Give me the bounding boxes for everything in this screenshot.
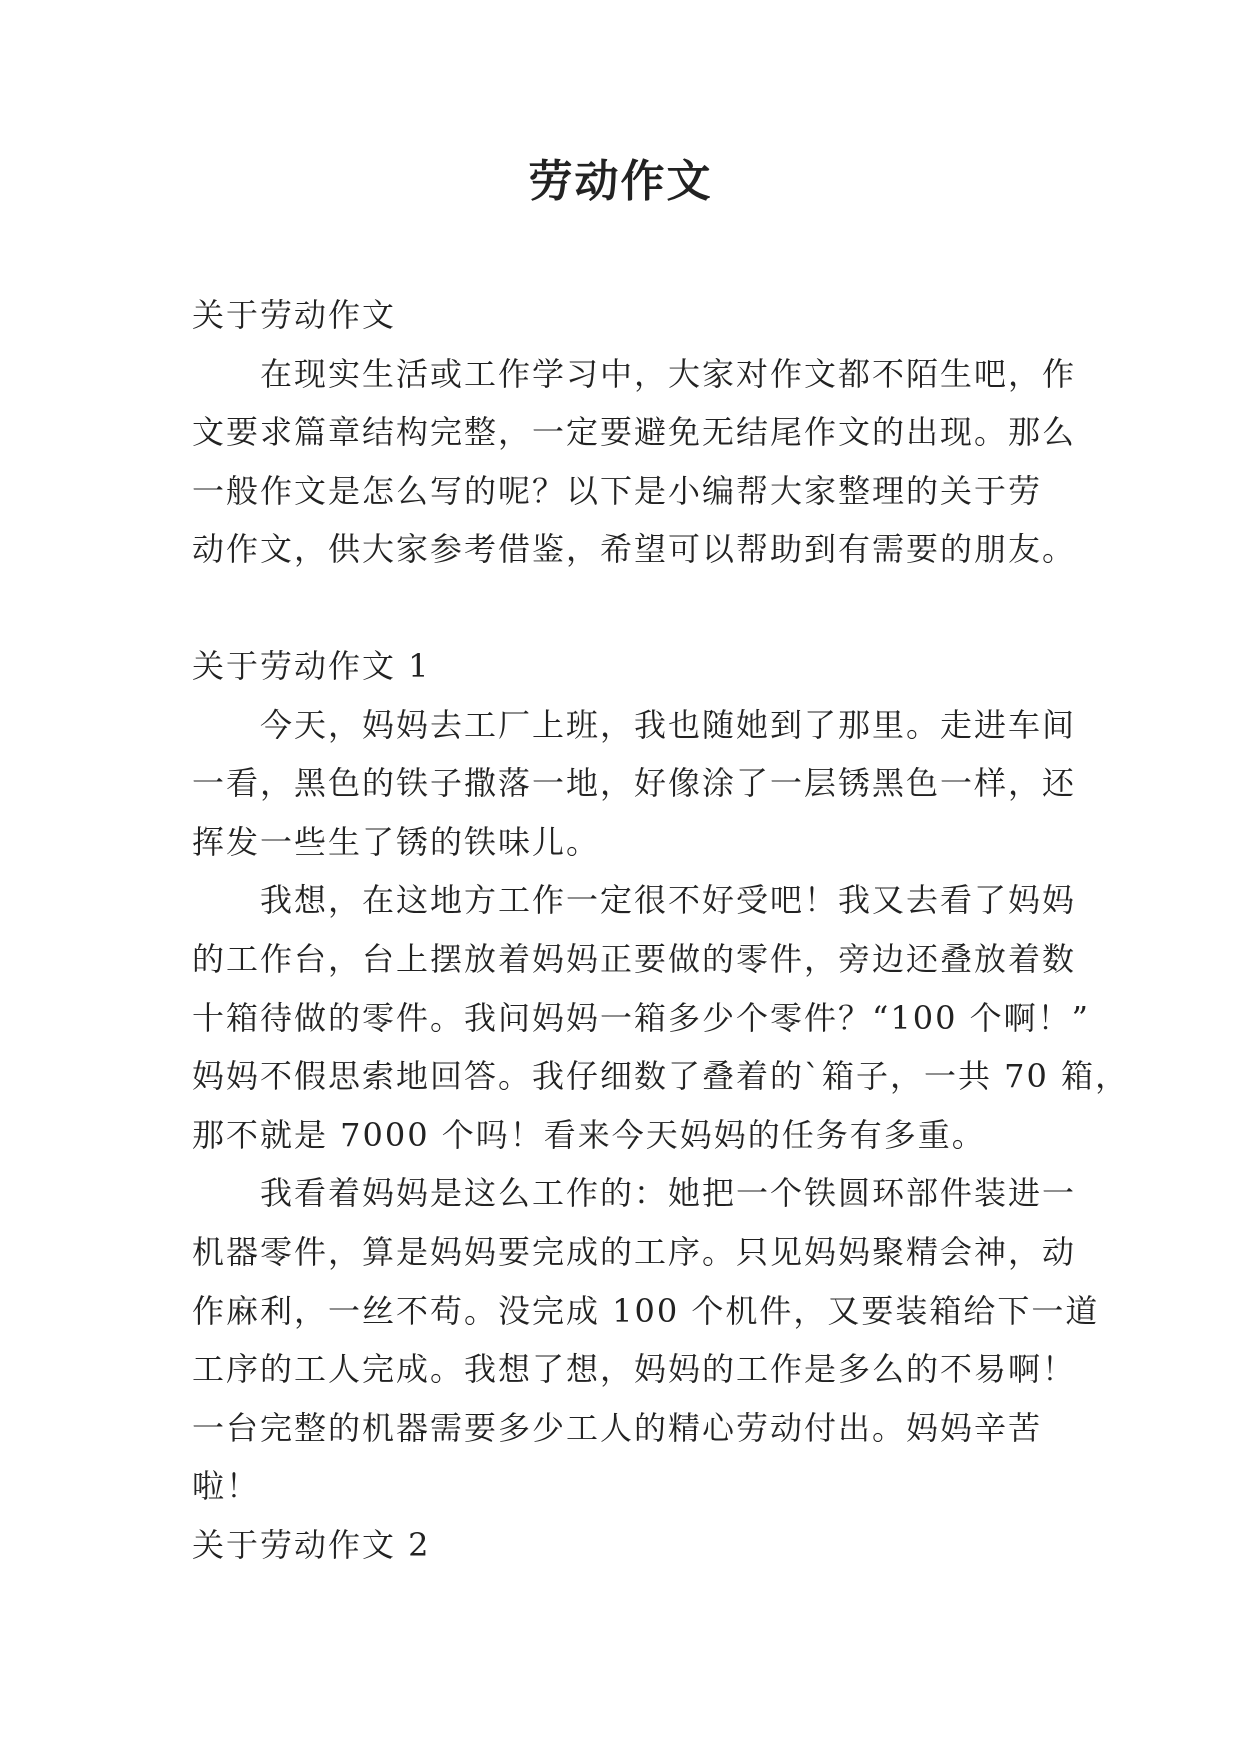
text-line: 十箱待做的零件。我问妈妈一箱多少个零件？“100 个啊！” — [192, 998, 1090, 1037]
text-line: 机器零件，算是妈妈要完成的工序。只见妈妈聚精会神，动 — [192, 1232, 1077, 1271]
text-line: 动作文，供大家参考借鉴，希望可以帮助到有需要的朋友。 — [192, 530, 1077, 569]
text-line: 挥发一些生了锈的铁味儿。 — [192, 822, 601, 861]
text-line: 啦！ — [192, 1467, 261, 1506]
text-line: 我看着妈妈是这么工作的：她把一个铁圆环部件装进一 — [260, 1174, 1077, 1213]
section-heading-2: 关于劳动作文 2 — [192, 1525, 431, 1564]
paragraph-3 — [192, 1164, 1100, 1516]
paragraph-1 — [192, 696, 1077, 872]
section-heading-1: 关于劳动作文 1 — [192, 646, 431, 685]
intro-heading: 关于劳动作文 — [192, 296, 397, 334]
text-line: 我想，在这地方工作一定很不好受吧！我又去看了妈妈 — [260, 881, 1077, 920]
text-line: 作麻利，一丝不苟。没完成 100 个机件，又要装箱给下一道 — [192, 1291, 1100, 1330]
text-line: 的工作台，台上摆放着妈妈正要做的零件，旁边还叠放着数 — [192, 939, 1077, 978]
document-body — [192, 286, 1130, 1574]
intro-paragraph — [192, 345, 1077, 579]
text-line: 工序的工人完成。我想了想，妈妈的工作是多么的不易啊！ — [192, 1350, 1077, 1389]
document-title: 劳动作文 — [528, 156, 713, 207]
text-line: 一般作文是怎么写的呢？以下是小编帮大家整理的关于劳 — [192, 471, 1043, 510]
text-line: 今天，妈妈去工厂上班，我也随她到了那里。走进车间 — [260, 705, 1077, 744]
text-line: 文要求篇章结构完整，一定要避免无结尾作文的出现。那么 — [192, 413, 1077, 452]
text-line: 一看，黑色的铁子撒落一地，好像涂了一层锈黑色一样，还 — [192, 764, 1077, 803]
text-line: 妈妈不假思索地回答。我仔细数了叠着的`箱子，一共 70 箱， — [192, 1057, 1130, 1096]
text-line: 那不就是 7000 个吗！看来今天妈妈的任务有多重。 — [192, 1115, 986, 1154]
text-line: 在现实生活或工作学习中，大家对作文都不陌生吧，作 — [260, 354, 1077, 393]
spacer — [192, 579, 1062, 637]
paragraph-2 — [192, 871, 1130, 1164]
text-line: 一台完整的机器需要多少工人的精心劳动付出。妈妈辛苦 — [192, 1408, 1043, 1447]
